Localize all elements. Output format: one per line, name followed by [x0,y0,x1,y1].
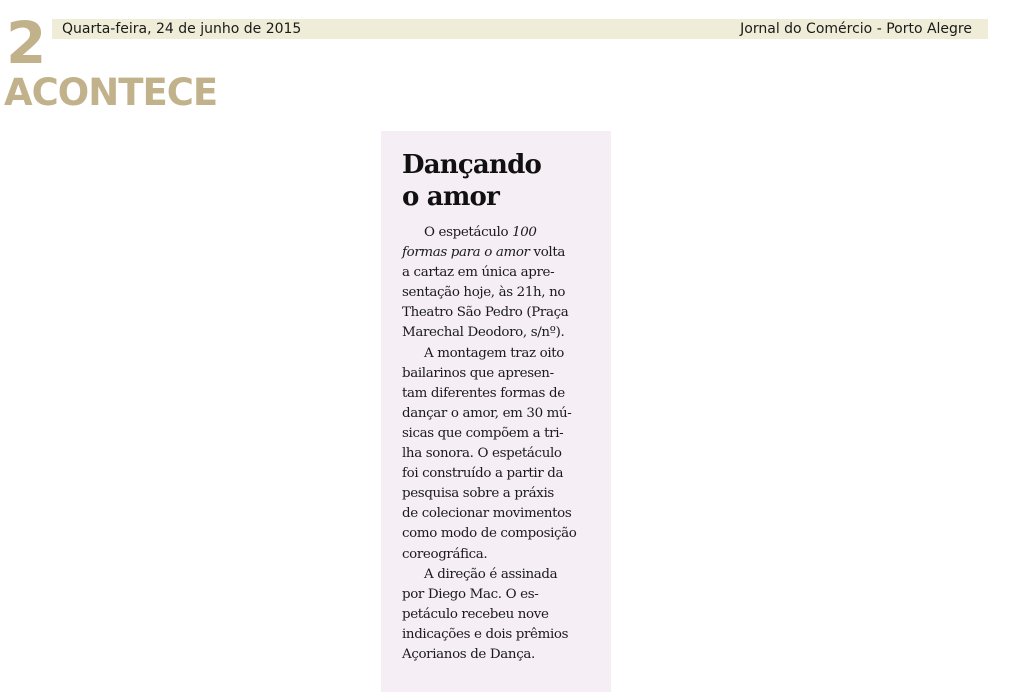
text-line: coreográfica. [402,546,488,562]
text-line: bailarinos que apresen- [402,365,554,381]
header-newspaper-name: Jornal do Comércio - Porto Alegre [740,21,972,37]
text-line: sentação hoje, às 21h, no [402,285,566,301]
text-line: petáculo recebeu nove [402,606,549,622]
show-title-fragment: formas para o amor [402,245,530,261]
text-line: dançar o amor, em 30 mú- [402,405,572,421]
text-line: sicas que compõem a tri- [402,425,564,441]
article-body [402,223,601,665]
text-line: indicações e dois prêmios [402,626,569,642]
text-line: Marechal Deodoro, s/nº). [402,325,565,341]
text-line: Theatro São Pedro (Praça [402,305,569,321]
text-line [402,243,601,263]
article-paragraph [402,223,601,344]
text-line: A montagem traz oito [424,345,564,361]
article-paragraph [402,344,601,565]
page-number: 2 [6,9,45,77]
text-line [402,223,601,243]
page-header-bar [52,19,988,39]
text-line: A direção é assinada [424,566,558,582]
show-title-fragment: 100 [512,225,537,240]
header-date: Quarta-feira, 24 de junho de 2015 [62,21,302,37]
headline-line: Dançando [402,150,541,180]
text-line: foi construído a partir da [402,466,564,482]
text-fragment: O espetáculo [424,225,513,240]
article-headline [402,149,601,213]
text-line: por Diego Mac. O es- [402,586,539,602]
text-line: a cartaz em única apre- [402,265,555,281]
headline-line: o amor [402,182,499,212]
section-title: ACONTECE [4,71,218,114]
text-line: Açorianos de Dança. [402,646,535,662]
text-line: de colecionar movimentos [402,506,572,522]
text-fragment: volta [529,245,566,261]
article-box [381,131,611,692]
text-line: lha sonora. O espetáculo [402,446,562,462]
text-line: tam diferentes formas de [402,385,565,401]
text-line: como modo de composição [402,526,577,542]
article-paragraph [402,565,601,665]
text-line: pesquisa sobre a práxis [402,486,554,502]
